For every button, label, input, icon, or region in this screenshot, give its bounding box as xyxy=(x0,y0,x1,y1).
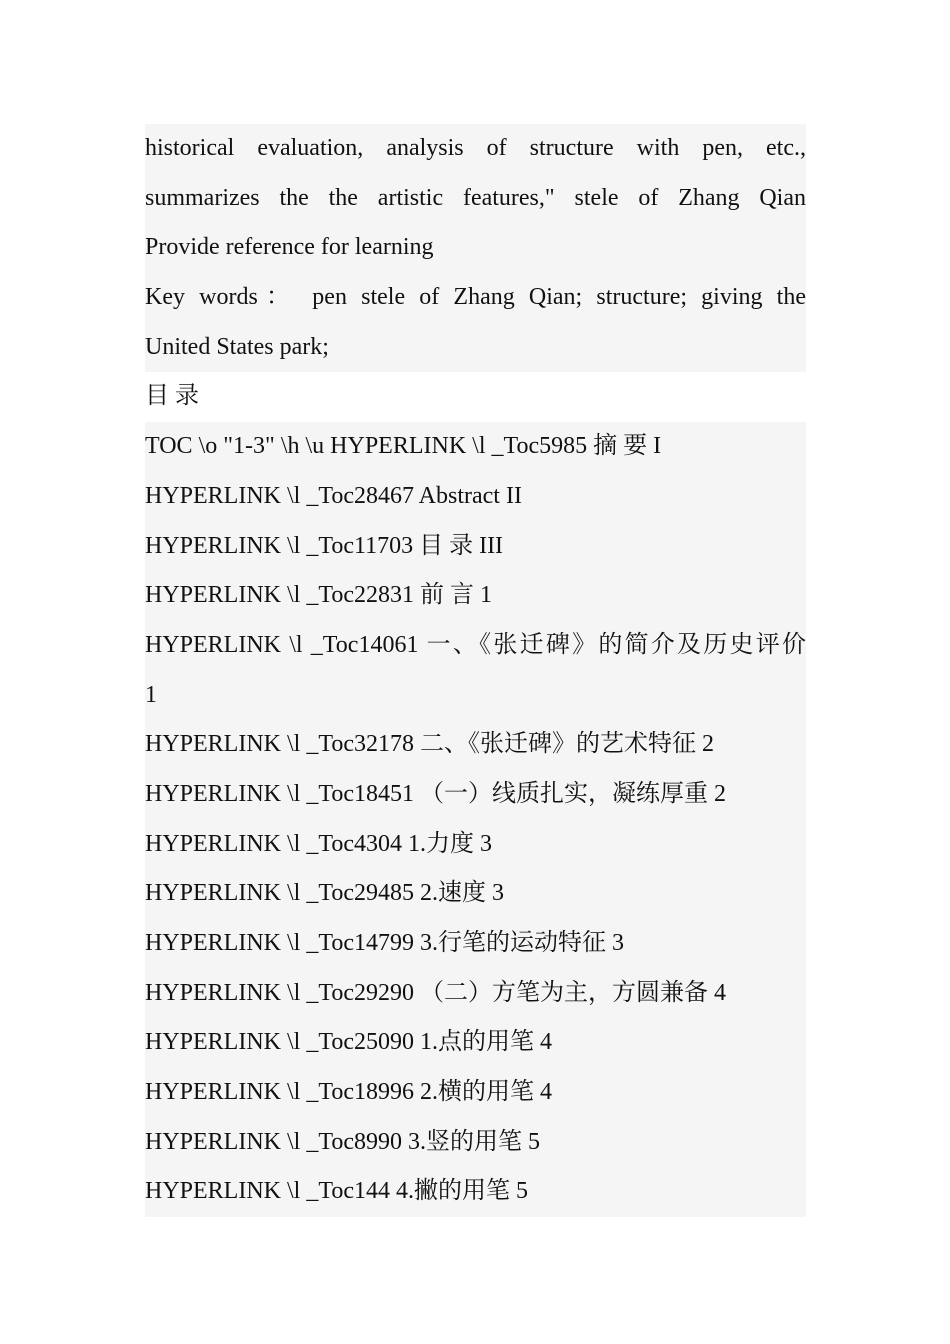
abstract-line: historical evaluation, analysis of structure with pen, etc., xyxy=(145,124,806,174)
toc-entry[interactable]: HYPERLINK \l _Toc29290 （二）方笔为主，方圆兼备 4 xyxy=(145,969,806,1019)
toc-entry[interactable]: TOC \o "1-3" \h \u HYPERLINK \l _Toc5985 摘 要 I xyxy=(145,422,806,472)
toc-entry[interactable]: HYPERLINK \l _Toc4304 1.力度 3 xyxy=(145,820,806,870)
toc-entry[interactable]: HYPERLINK \l _Toc25090 1.点的用笔 4 xyxy=(145,1018,806,1068)
toc-entry-page[interactable]: 1 xyxy=(145,671,806,721)
document-body xyxy=(145,124,806,1217)
toc-entry[interactable]: HYPERLINK \l _Toc22831 前 言 1 xyxy=(145,571,806,621)
toc-entry[interactable]: HYPERLINK \l _Toc14061 一、《张迁碑》的简介及历史评价 xyxy=(145,621,806,671)
toc-heading: 目 录 xyxy=(145,383,199,410)
toc-entry[interactable]: HYPERLINK \l _Toc11703 目 录 III xyxy=(145,522,806,572)
toc-entry[interactable]: HYPERLINK \l _Toc18451 （一）线质扎实，凝练厚重 2 xyxy=(145,770,806,820)
toc-entry[interactable]: HYPERLINK \l _Toc28467 Abstract II xyxy=(145,472,806,522)
toc-entry[interactable]: HYPERLINK \l _Toc29485 2.速度 3 xyxy=(145,869,806,919)
keywords-line: United States park; xyxy=(145,323,806,373)
abstract-line: summarizes the the artistic features," stele of Zhang Qian xyxy=(145,174,806,224)
toc-entry[interactable]: HYPERLINK \l _Toc14799 3.行笔的运动特征 3 xyxy=(145,919,806,969)
keywords-line: Key words： pen stele of Zhang Qian; structure; giving the xyxy=(145,273,806,323)
abstract-line: Provide reference for learning xyxy=(145,223,806,273)
toc-entry[interactable]: HYPERLINK \l _Toc18996 2.横的用笔 4 xyxy=(145,1068,806,1118)
toc-entry[interactable]: HYPERLINK \l _Toc144 4.撇的用笔 5 xyxy=(145,1167,806,1217)
toc-entry[interactable]: HYPERLINK \l _Toc8990 3.竖的用笔 5 xyxy=(145,1118,806,1168)
toc-entry[interactable]: HYPERLINK \l _Toc32178 二、《张迁碑》的艺术特征 2 xyxy=(145,720,806,770)
